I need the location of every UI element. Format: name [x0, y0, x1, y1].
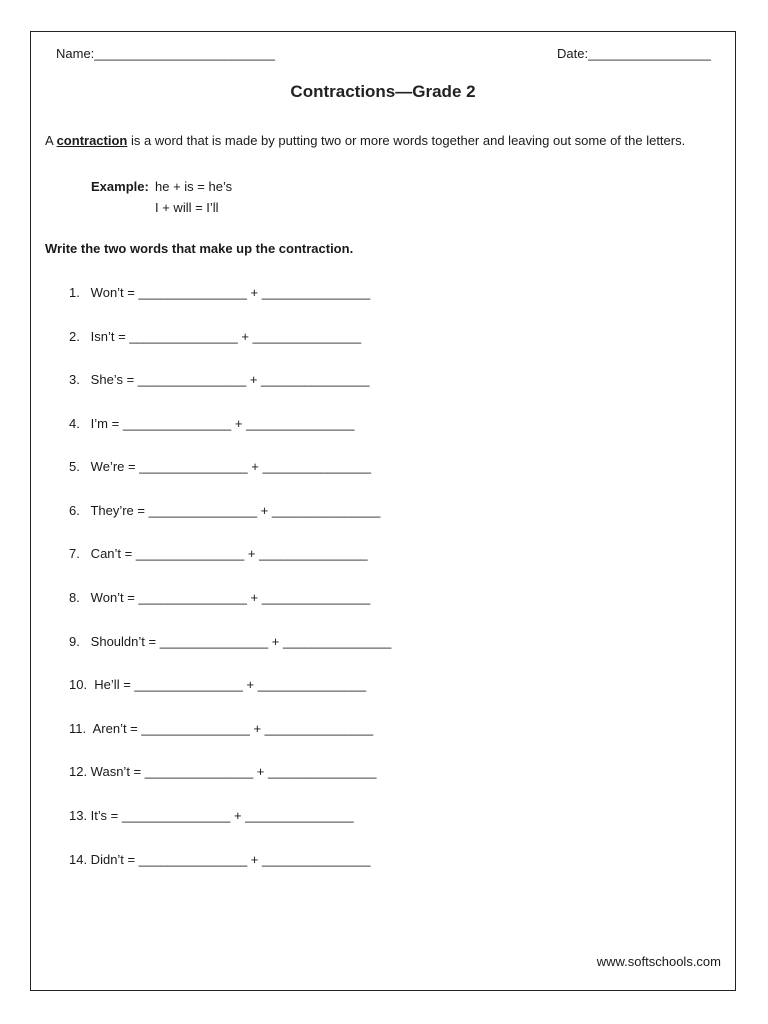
footer-url: www.softschools.com — [596, 954, 721, 969]
question-item[interactable]: 5. We’re = _______________ + _______________ — [69, 459, 371, 474]
intro-paragraph — [45, 130, 705, 151]
intro-suffix: is a word that is made by putting two or more words together and leaving out some of the letters. — [127, 133, 686, 148]
example-line-2: I + will = I’ll — [155, 200, 219, 215]
question-item[interactable]: 11. Aren’t = _______________ + _______________ — [69, 721, 374, 736]
instructions: Write the two words that make up the contraction. — [45, 241, 354, 256]
question-item[interactable]: 10. He’ll = _______________ + _______________ — [69, 677, 367, 692]
question-item[interactable]: 4. I’m = _______________ + _______________ — [69, 416, 355, 431]
question-item[interactable]: 7. Can’t = _______________ + _______________ — [69, 546, 368, 561]
question-item[interactable]: 3. She’s = _______________ + _______________ — [69, 372, 370, 387]
question-item[interactable]: 8. Won’t = _______________ + _______________ — [69, 590, 371, 605]
question-item[interactable]: 1. Won’t = _______________ + _______________ — [69, 285, 371, 300]
question-item[interactable]: 14. Didn’t = _______________ + _______________ — [69, 852, 371, 867]
question-item[interactable]: 13. It’s = _______________ + _______________ — [69, 808, 354, 823]
intro-prefix: A — [45, 133, 57, 148]
example-block — [91, 176, 232, 218]
question-item[interactable]: 9. Shouldn’t = _______________ + _______________ — [69, 634, 392, 649]
example-line-1: he + is = he’s — [155, 179, 233, 194]
intro-term: contraction — [56, 133, 128, 148]
question-item[interactable]: 2. Isn’t = _______________ + _______________ — [69, 329, 362, 344]
worksheet-page — [30, 31, 736, 991]
question-item[interactable]: 12. Wasn’t = _______________ + _______________ — [69, 764, 377, 779]
example-label: Example: — [91, 179, 149, 194]
question-item[interactable]: 6. They’re = _______________ + _______________ — [69, 503, 381, 518]
date-field[interactable]: Date:_________________ — [557, 46, 711, 61]
name-field[interactable]: Name:_________________________ — [56, 46, 276, 61]
page-title: Contractions—Grade 2 — [290, 82, 476, 101]
